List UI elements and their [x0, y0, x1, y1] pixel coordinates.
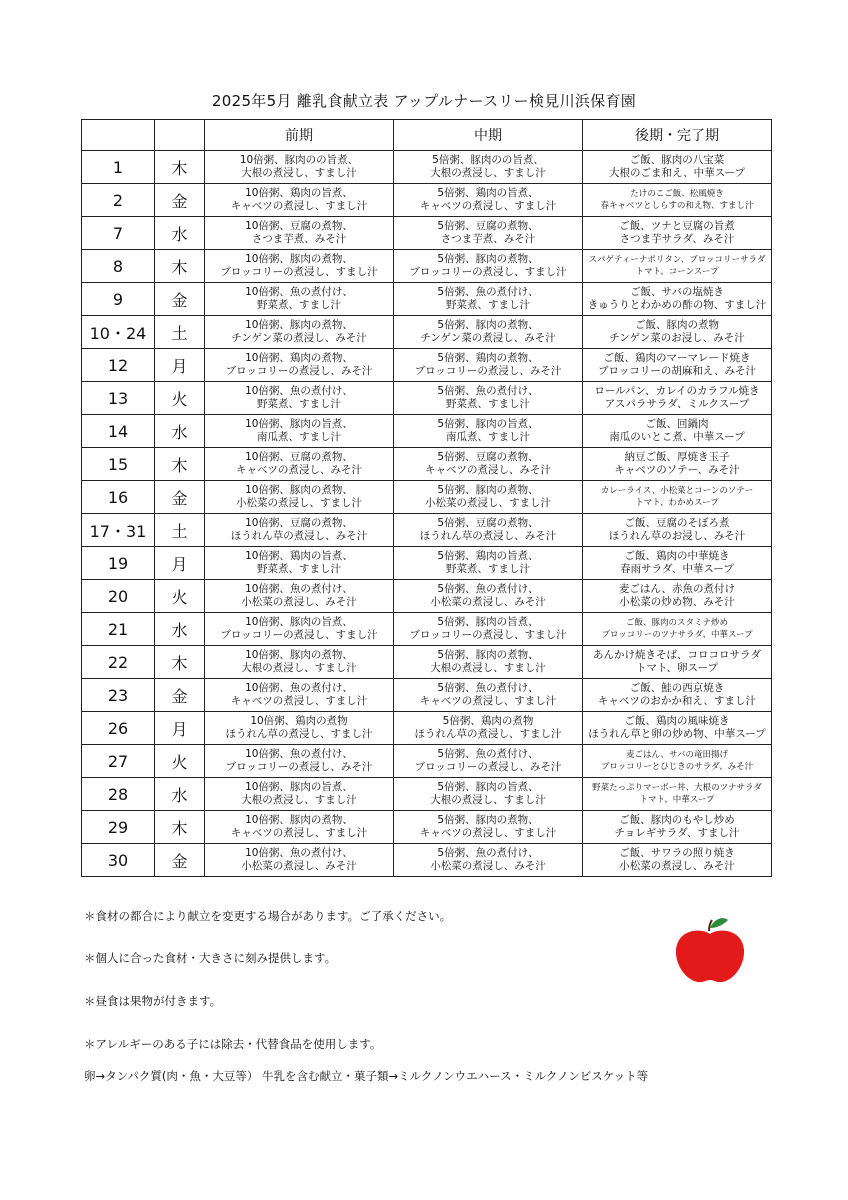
menu-line: 10倍粥、豚肉の煮物、 — [245, 319, 353, 331]
menu-line: 5倍粥、鶏肉の煮物、 — [437, 352, 539, 364]
menu-line: 10倍粥、豚肉の旨煮、 — [245, 616, 353, 628]
day-cell: 2 — [82, 184, 155, 217]
table-row — [82, 316, 772, 349]
weekday-cell: 木 — [155, 250, 205, 283]
table-row — [82, 415, 772, 448]
late-stage-cell — [583, 415, 772, 448]
weekday-cell: 水 — [155, 415, 205, 448]
day-cell: 29 — [82, 811, 155, 844]
menu-line: 5倍粥、魚の煮付け、 — [437, 286, 539, 298]
menu-line: 5倍粥、豚肉の旨煮、 — [437, 616, 539, 628]
menu-line: 10倍粥、鶏肉の旨煮、 — [245, 550, 353, 562]
day-cell: 13 — [82, 382, 155, 415]
menu-line: 5倍粥、豆腐の煮物、 — [437, 220, 539, 232]
middle-stage-cell — [394, 382, 583, 415]
menu-line: キャベツのソテー、みそ汁 — [614, 464, 740, 476]
menu-line: 5倍粥、魚の煮付け、 — [437, 385, 539, 397]
menu-line: 春雨サラダ、中華スープ — [620, 563, 734, 575]
menu-line: 5倍粥、魚の煮付け、 — [437, 583, 539, 595]
menu-line: 納豆ご飯、厚焼き玉子 — [624, 451, 730, 463]
early-stage-cell — [205, 184, 394, 217]
menu-line: 5倍粥、豆腐の煮物、 — [437, 517, 539, 529]
early-stage-cell — [205, 580, 394, 613]
late-stage-cell — [583, 382, 772, 415]
day-cell: 28 — [82, 778, 155, 811]
note-allergy: ＊アレルギーのある子には除去・代替食品を使用します。 — [84, 1037, 382, 1051]
early-stage-cell — [205, 349, 394, 382]
menu-line: たけのこご飯、松風焼き — [630, 189, 724, 199]
menu-line: 5倍粥、鶏肉の旨煮、 — [437, 550, 539, 562]
menu-line: 野菜煮、すまし汁 — [446, 299, 530, 311]
menu-line: アスパラサラダ、ミルクスープ — [604, 398, 750, 410]
menu-line: キャベツの煮浸し、すまし汁 — [230, 827, 368, 839]
menu-line: キャベツの煮浸し、みそ汁 — [425, 464, 551, 476]
menu-line: ご飯、豚肉のもやし炒め — [619, 814, 735, 826]
menu-line: キャベツの煮浸し、すまし汁 — [419, 827, 557, 839]
note-substitutes: 卵→タンパク質(肉・魚・大豆等） 牛乳を含む献立・菓子類→ミルクノンウエハース・ミルクノンビスケット等 — [84, 1069, 649, 1083]
menu-line: 10倍粥、豆腐の煮物、 — [245, 451, 353, 463]
early-stage-cell — [205, 448, 394, 481]
menu-line: 5倍粥、豚肉の煮物、 — [437, 319, 539, 331]
menu-line: ブロッコリーの煮浸し、みそ汁 — [414, 761, 562, 773]
menu-line: ご飯、サワラの照り焼き — [619, 847, 735, 859]
menu-line: 小松菜の煮浸し、すまし汁 — [236, 497, 362, 509]
early-stage-cell — [205, 217, 394, 250]
menu-line: 10倍粥、豚肉のの旨煮、 — [239, 154, 359, 166]
menu-line: ブロッコリーの煮浸し、すまし汁 — [409, 266, 567, 278]
table-row — [82, 844, 772, 877]
early-stage-cell — [205, 382, 394, 415]
early-stage-cell — [205, 316, 394, 349]
menu-line: チンゲン菜のお浸し、みそ汁 — [609, 332, 745, 344]
table-row — [82, 283, 772, 316]
menu-line: 10倍粥、魚の煮付け、 — [245, 385, 353, 397]
note-menu-change: ＊食材の都合により献立を変更する場合があります。ご了承ください。 — [84, 909, 452, 923]
menu-line: ほうれん草のお浸し、みそ汁 — [608, 530, 746, 542]
middle-stage-cell — [394, 844, 583, 877]
menu-line: キャベツの煮浸し、みそ汁 — [236, 464, 362, 476]
early-stage-cell — [205, 283, 394, 316]
menu-line: 5倍粥、魚の煮付け、 — [437, 682, 539, 694]
menu-line: カレーライス、小松菜とコーンのソテー — [600, 486, 754, 496]
menu-line: ブロッコリーの煮浸し、みそ汁 — [225, 365, 373, 377]
menu-line: ほうれん草と卵の炒め物、中華スープ — [588, 728, 766, 740]
menu-line: 小松菜の煮浸し、すまし汁 — [425, 497, 551, 509]
menu-line: 麦ごはん、サバの竜田揚げ — [625, 750, 728, 760]
middle-stage-cell — [394, 250, 583, 283]
menu-line: ブロッコリーの煮浸し、すまし汁 — [220, 629, 378, 641]
header-early-stage: 前期 — [205, 120, 394, 151]
early-stage-cell — [205, 547, 394, 580]
weekday-cell: 火 — [155, 745, 205, 778]
menu-line: 大根の煮浸し、すまし汁 — [430, 794, 546, 806]
late-stage-cell — [583, 844, 772, 877]
menu-line: ほうれん草の煮浸し、すまし汁 — [225, 728, 373, 740]
menu-line: 南瓜煮、すまし汁 — [257, 431, 341, 443]
early-stage-cell — [205, 778, 394, 811]
day-cell: 1 — [82, 151, 155, 184]
menu-line: チョレギサラダ、すまし汁 — [614, 827, 740, 839]
menu-line: 5倍粥、豚肉の煮物、 — [437, 484, 539, 496]
menu-line: 南瓜のいとこ煮、中華スープ — [609, 431, 745, 443]
menu-line: 野菜煮、すまし汁 — [446, 398, 530, 410]
menu-line: ロールパン、カレイのカラフル焼き — [594, 385, 760, 397]
middle-stage-cell — [394, 448, 583, 481]
late-stage-cell — [583, 151, 772, 184]
menu-line: 10倍粥、豚肉の煮物、 — [245, 484, 353, 496]
menu-line: 野菜煮、すまし汁 — [257, 299, 341, 311]
early-stage-cell — [205, 844, 394, 877]
table-row — [82, 547, 772, 580]
menu-line: 10倍粥、鶏肉の煮物、 — [245, 352, 353, 364]
middle-stage-cell — [394, 415, 583, 448]
table-row — [82, 250, 772, 283]
late-stage-cell — [583, 646, 772, 679]
menu-line: ご飯、サバの塩焼き — [630, 286, 724, 298]
middle-stage-cell — [394, 712, 583, 745]
menu-line: 5倍粥、魚の煮付け、 — [437, 847, 539, 859]
menu-line: ご飯、ツナと豆腐の旨煮 — [619, 220, 735, 232]
weekday-cell: 金 — [155, 184, 205, 217]
menu-line: 10倍粥、魚の煮付け、 — [245, 583, 353, 595]
weekday-cell: 木 — [155, 448, 205, 481]
header-row — [82, 120, 772, 151]
table-row — [82, 646, 772, 679]
late-stage-cell — [583, 316, 772, 349]
menu-line: 野菜たっぷりマーボー丼、大根のツナサラダ — [592, 783, 762, 793]
middle-stage-cell — [394, 316, 583, 349]
menu-line: キャベツの煮浸し、すまし汁 — [230, 200, 368, 212]
day-cell: 7 — [82, 217, 155, 250]
weekday-cell: 土 — [155, 514, 205, 547]
weekday-cell: 月 — [155, 712, 205, 745]
menu-line: 10倍粥、豚肉の旨煮、 — [245, 781, 353, 793]
menu-line: 5倍粥、魚の煮付け、 — [437, 748, 539, 760]
menu-line: ご飯、鶏肉のマーマレード焼き — [603, 352, 751, 364]
early-stage-cell — [205, 481, 394, 514]
middle-stage-cell — [394, 283, 583, 316]
menu-line: キャベツのおかか和え、すまし汁 — [597, 695, 757, 707]
late-stage-cell — [583, 250, 772, 283]
menu-body — [82, 151, 772, 877]
menu-line: ブロッコリーのツナサラダ、中華スープ — [601, 630, 753, 640]
weekday-cell: 月 — [155, 547, 205, 580]
late-stage-cell — [583, 217, 772, 250]
menu-line: 10倍粥、豚肉の煮物、 — [245, 649, 353, 661]
table-row — [82, 811, 772, 844]
early-stage-cell — [205, 250, 394, 283]
weekday-cell: 金 — [155, 844, 205, 877]
menu-line: 10倍粥、鶏肉の煮物 — [250, 715, 348, 727]
late-stage-cell — [583, 679, 772, 712]
early-stage-cell — [205, 151, 394, 184]
late-stage-cell — [583, 580, 772, 613]
menu-line: 5倍粥、豚肉の煮物、 — [437, 649, 539, 661]
menu-line: トマト、コーンスープ — [635, 267, 719, 277]
table-row — [82, 151, 772, 184]
menu-line: 野菜煮、すまし汁 — [446, 563, 530, 575]
menu-line: ご飯、鮭の西京焼き — [629, 682, 725, 694]
menu-line: スパゲティーナポリタン、ブロッコリーサラダ — [588, 255, 766, 265]
menu-line: ブロッコリーの煮浸し、すまし汁 — [409, 629, 567, 641]
menu-line: 10倍粥、魚の煮付け、 — [245, 286, 353, 298]
menu-line: 10倍粥、魚の煮付け、 — [245, 748, 353, 760]
header-day — [82, 120, 155, 151]
menu-line: 小松菜の煮浸し、みそ汁 — [241, 596, 357, 608]
menu-line: 大根の煮浸し、すまし汁 — [241, 662, 357, 674]
early-stage-cell — [205, 712, 394, 745]
menu-line: 小松菜の煮浸し、みそ汁 — [430, 596, 546, 608]
menu-line: 10倍粥、豚肉の煮物、 — [245, 253, 353, 265]
table-row — [82, 448, 772, 481]
table-row — [82, 778, 772, 811]
menu-line: ブロッコリーとひじきのサラダ、みそ汁 — [600, 762, 754, 772]
middle-stage-cell — [394, 217, 583, 250]
late-stage-cell — [583, 811, 772, 844]
page-title: 2025年5月 離乳食献立表 アップルナースリー検見川浜保育園 — [211, 92, 637, 110]
early-stage-cell — [205, 646, 394, 679]
early-stage-cell — [205, 613, 394, 646]
table-row — [82, 745, 772, 778]
menu-line: 大根の煮浸し、すまし汁 — [430, 167, 546, 179]
menu-line: さつま芋サラダ、みそ汁 — [619, 233, 735, 245]
menu-line: 5倍粥、豚肉の煮物、 — [437, 253, 539, 265]
weekday-cell: 月 — [155, 349, 205, 382]
weekday-cell: 火 — [155, 382, 205, 415]
header-weekday — [155, 120, 205, 151]
day-cell: 8 — [82, 250, 155, 283]
late-stage-cell — [583, 712, 772, 745]
late-stage-cell — [583, 283, 772, 316]
menu-line: 麦ごはん、赤魚の煮付け — [618, 583, 736, 595]
middle-stage-cell — [394, 745, 583, 778]
menu-line: 大根の煮浸し、すまし汁 — [430, 662, 546, 674]
day-cell: 15 — [82, 448, 155, 481]
menu-line: 5倍粥、豆腐の煮物、 — [437, 451, 539, 463]
menu-line: 野菜煮、すまし汁 — [257, 398, 341, 410]
menu-line: キャベツの煮浸し、すまし汁 — [419, 695, 557, 707]
weekday-cell: 金 — [155, 283, 205, 316]
middle-stage-cell — [394, 514, 583, 547]
weekday-cell: 火 — [155, 580, 205, 613]
menu-line: 5倍粥、豚肉の煮物、 — [437, 814, 539, 826]
late-stage-cell — [583, 349, 772, 382]
menu-line: 5倍粥、豚肉のの旨煮、 — [432, 154, 544, 166]
menu-line: 10倍粥、豚肉の旨煮、 — [245, 418, 353, 430]
header-late-stage: 後期・完了期 — [583, 120, 772, 151]
middle-stage-cell — [394, 151, 583, 184]
menu-line: さつま芋煮、みそ汁 — [251, 233, 347, 245]
middle-stage-cell — [394, 613, 583, 646]
middle-stage-cell — [394, 349, 583, 382]
early-stage-cell — [205, 745, 394, 778]
late-stage-cell — [583, 613, 772, 646]
day-cell: 19 — [82, 547, 155, 580]
day-cell: 30 — [82, 844, 155, 877]
weekday-cell: 水 — [155, 778, 205, 811]
weekday-cell: 木 — [155, 811, 205, 844]
weekday-cell: 水 — [155, 613, 205, 646]
menu-line: 5倍粥、鶏肉の旨煮、 — [437, 187, 539, 199]
weekday-cell: 金 — [155, 481, 205, 514]
weekday-cell: 金 — [155, 679, 205, 712]
menu-line: ほうれん草の煮浸し、すまし汁 — [414, 728, 562, 740]
late-stage-cell — [583, 778, 772, 811]
menu-line: 10倍粥、魚の煮付け、 — [245, 847, 353, 859]
menu-line: 10倍粥、鶏肉の旨煮、 — [245, 187, 353, 199]
day-cell: 27 — [82, 745, 155, 778]
menu-line: ご飯、豆腐のそぼろ煮 — [624, 517, 730, 529]
middle-stage-cell — [394, 580, 583, 613]
day-cell: 23 — [82, 679, 155, 712]
menu-line: ご飯、鶏肉の中華焼き — [624, 550, 730, 562]
menu-line: 小松菜の炒め物、みそ汁 — [619, 596, 735, 608]
menu-line: 大根のごま和え、中華スープ — [608, 167, 746, 179]
menu-line: ブロッコリーの胡麻和え、みそ汁 — [598, 365, 756, 377]
menu-line: 野菜煮、すまし汁 — [257, 563, 341, 575]
menu-table — [81, 119, 772, 877]
menu-line: ご飯、豚肉の八宝菜 — [629, 154, 725, 166]
late-stage-cell — [583, 547, 772, 580]
menu-line: 10倍粥、豆腐の煮物、 — [245, 517, 353, 529]
menu-line: 5倍粥、鶏肉の煮物 — [442, 715, 534, 727]
menu-line: 大根の煮浸し、すまし汁 — [241, 167, 357, 179]
table-row — [82, 481, 772, 514]
apple-icon — [672, 914, 748, 986]
late-stage-cell — [583, 514, 772, 547]
table-row — [82, 217, 772, 250]
day-cell: 20 — [82, 580, 155, 613]
day-cell: 17・31 — [82, 514, 155, 547]
weekday-cell: 土 — [155, 316, 205, 349]
note-fruit: ＊昼食は果物が付きます。 — [84, 994, 222, 1008]
day-cell: 12 — [82, 349, 155, 382]
menu-line: トマト、中華スープ — [639, 795, 715, 805]
menu-line: 小松菜の煮浸し、みそ汁 — [241, 860, 357, 872]
menu-line: 10倍粥、豚肉の煮物、 — [245, 814, 353, 826]
middle-stage-cell — [394, 184, 583, 217]
menu-line: ご飯、回鍋肉 — [645, 418, 709, 430]
table-row — [82, 580, 772, 613]
menu-line: 10倍粥、魚の煮付け、 — [245, 682, 353, 694]
table-row — [82, 349, 772, 382]
early-stage-cell — [205, 679, 394, 712]
table-row — [82, 184, 772, 217]
menu-line: 5倍粥、豚肉の旨煮、 — [437, 418, 539, 430]
menu-line: トマト、卵スープ — [635, 662, 718, 674]
late-stage-cell — [583, 745, 772, 778]
menu-line: あんかけ焼きそば、コロコロサラダ — [593, 649, 761, 661]
middle-stage-cell — [394, 778, 583, 811]
menu-line: ブロッコリーの煮浸し、みそ汁 — [414, 365, 562, 377]
menu-line: 5倍粥、豚肉の旨煮、 — [437, 781, 539, 793]
early-stage-cell — [205, 514, 394, 547]
weekday-cell: 木 — [155, 646, 205, 679]
day-cell: 16 — [82, 481, 155, 514]
table-row — [82, 514, 772, 547]
menu-line: チンゲン菜の煮浸し、みそ汁 — [420, 332, 556, 344]
day-cell: 22 — [82, 646, 155, 679]
late-stage-cell — [583, 184, 772, 217]
menu-line: ほうれん草の煮浸し、みそ汁 — [230, 530, 368, 542]
late-stage-cell — [583, 481, 772, 514]
weekday-cell: 水 — [155, 217, 205, 250]
early-stage-cell — [205, 415, 394, 448]
day-cell: 14 — [82, 415, 155, 448]
weekday-cell: 木 — [155, 151, 205, 184]
late-stage-cell — [583, 448, 772, 481]
table-row — [82, 712, 772, 745]
menu-line: 大根の煮浸し、すまし汁 — [241, 794, 357, 806]
menu-line: きゅうりとわかめの酢の物、すまし汁 — [587, 299, 767, 311]
menu-line: トマト、わかめスープ — [635, 498, 719, 508]
middle-stage-cell — [394, 811, 583, 844]
menu-line: 10倍粥、豆腐の煮物、 — [245, 220, 353, 232]
note-cutting: ＊個人に合った食材・大きさに刻み提供します。 — [84, 951, 337, 965]
day-cell: 10・24 — [82, 316, 155, 349]
menu-line: さつま芋煮、みそ汁 — [440, 233, 536, 245]
table-row — [82, 613, 772, 646]
menu-line: ご飯、豚肉のスタミナ炒め — [625, 618, 728, 628]
middle-stage-cell — [394, 679, 583, 712]
header-middle-stage: 中期 — [394, 120, 583, 151]
table-row — [82, 679, 772, 712]
menu-line: キャベツの煮浸し、すまし汁 — [419, 200, 557, 212]
middle-stage-cell — [394, 547, 583, 580]
menu-line: ご飯、鶏肉の風味焼き — [624, 715, 730, 727]
menu-line: 南瓜煮、すまし汁 — [446, 431, 530, 443]
menu-line: 春キャベツとしらすの和え物、すまし汁 — [600, 201, 754, 211]
menu-line: チンゲン菜の煮浸し、みそ汁 — [231, 332, 367, 344]
day-cell: 26 — [82, 712, 155, 745]
middle-stage-cell — [394, 481, 583, 514]
menu-line: 小松菜の煮浸し、みそ汁 — [430, 860, 546, 872]
middle-stage-cell — [394, 646, 583, 679]
day-cell: 21 — [82, 613, 155, 646]
menu-line: キャベツの煮浸し、すまし汁 — [230, 695, 368, 707]
table-row — [82, 382, 772, 415]
menu-line: ご飯、豚肉の煮物 — [635, 319, 719, 331]
early-stage-cell — [205, 811, 394, 844]
day-cell: 9 — [82, 283, 155, 316]
menu-line: ブロッコリーの煮浸し、みそ汁 — [225, 761, 373, 773]
menu-line: 小松菜の煮浸し、みそ汁 — [619, 860, 735, 872]
menu-line: ほうれん草の煮浸し、みそ汁 — [419, 530, 557, 542]
menu-line: ブロッコリーの煮浸し、すまし汁 — [220, 266, 378, 278]
